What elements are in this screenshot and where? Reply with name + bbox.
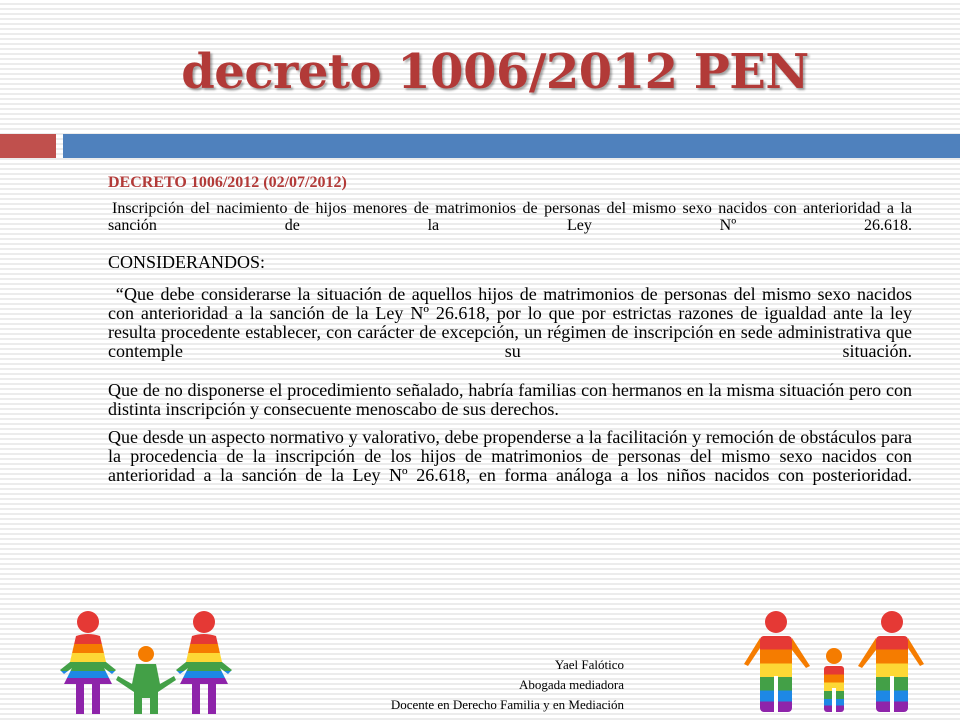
- considerandos-label: CONSIDERANDOS:: [108, 252, 266, 272]
- slide-title: decreto 1006/2012 PEN: [181, 44, 809, 100]
- slide-body: [108, 174, 912, 485]
- paragraph-1-text: Que debe considerarse la situación de aquellos hijos de matrimonios de personas del mismo sexo nacidos con anterioridad a la sanción de la Ley Nº 26.618, por lo que por estrictas razones de igualdad ante la ley resulta procedente establecer, con carácter de excepción, un régimen de inscripción en sede administrativa que contemple su situación.: [108, 284, 912, 361]
- two-men-and-child-rainbow-icon: [734, 604, 934, 720]
- decree-heading: DECRETO 1006/2012 (02/07/2012): [108, 174, 347, 191]
- title-accent-bar-blue: [63, 134, 960, 158]
- decree-subtitle: Inscripción del nacimiento de hijos menores de matrimonios de personas del mismo sexo nacidos con anterioridad a la sanción de la Ley Nº 26.618.: [108, 200, 912, 234]
- author-credit: [391, 655, 624, 715]
- author-role: Abogada mediadora: [518, 677, 624, 692]
- two-women-and-child-rainbow-icon: [46, 604, 246, 720]
- considerando-paragraph-3: Que desde un aspecto normativo y valorativo, debe propenderse a la facilitación y remoción de obstáculos para la procedencia de la inscripción de los hijos de matrimonios de personas del mismo sexo nacidos con anterioridad a la sanción de la Ley Nº 26.618, en forma análoga a los niños nacidos con posterioridad.: [108, 427, 912, 485]
- considerando-paragraph-1: [108, 285, 912, 361]
- considerando-paragraph-2: Que de no disponerse el procedimiento señalado, habría familias con hermanos en la misma situación pero con distinta inscripción y consecuente menoscabo de sus derechos.: [108, 380, 912, 419]
- opening-quote: “: [114, 284, 125, 304]
- author-name: Yael Falótico: [554, 657, 624, 672]
- title-accent-bar-red: [0, 134, 56, 158]
- author-position: Docente en Derecho Familia y en Mediación: [390, 697, 624, 712]
